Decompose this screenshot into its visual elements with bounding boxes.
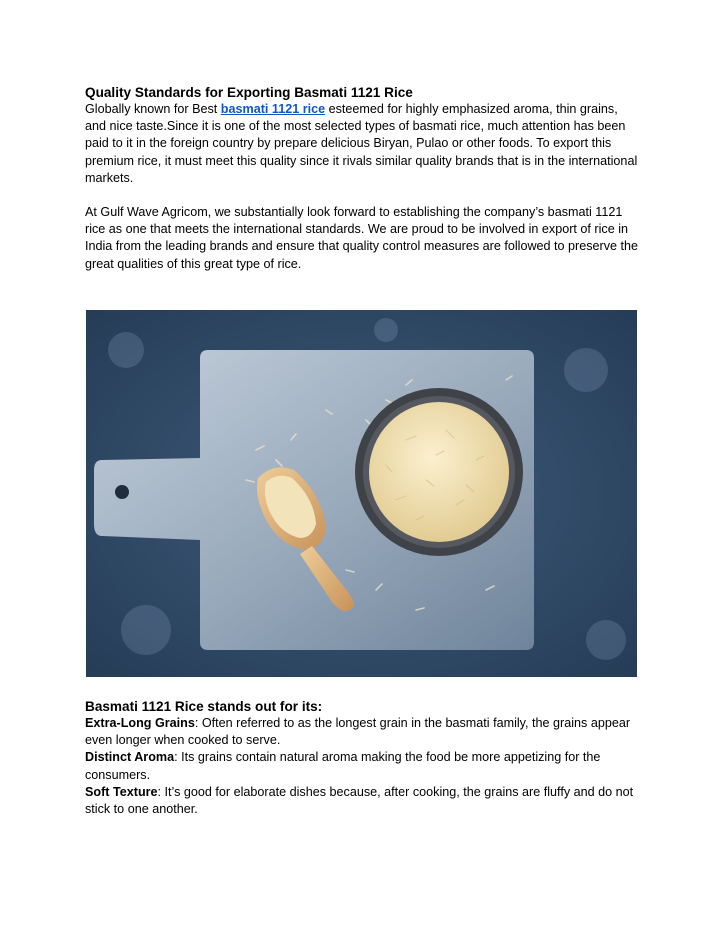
rice-bowl	[355, 388, 523, 556]
feature-text: : Often referred to as the longest grain in the basmati family, the grains appear even longer when cooked to serve.	[85, 716, 631, 748]
feature-item	[85, 715, 640, 749]
features-section	[85, 698, 640, 818]
feature-term: Distinct Aroma	[85, 750, 175, 765]
feature-term: Soft Texture	[85, 784, 158, 799]
rice-photo	[86, 310, 637, 677]
feature-term: Extra-Long Grains	[85, 716, 195, 730]
feature-text: : Its grains contain natural aroma making the food be more appetizing for the consumers.	[85, 750, 601, 782]
quality-standards-section	[85, 84, 640, 273]
intro-paragraph	[85, 101, 640, 187]
basmati-rice-link[interactable]: basmati 1121 rice	[220, 102, 326, 116]
feature-item	[85, 784, 640, 818]
feature-item	[85, 749, 640, 783]
features-heading: Basmati 1121 Rice stands out for its:	[85, 699, 323, 714]
intro-text-start: Globally known for Best	[85, 102, 221, 116]
feature-text: : It’s good for elaborate dishes because, after cooking, the grains are fluffy and do not stick to one another.	[85, 784, 634, 817]
section-heading: Quality Standards for Exporting Basmati 1121 Rice	[85, 85, 413, 100]
company-paragraph: At Gulf Wave Agricom, we substantially look forward to establishing the company’s basmati 1121 rice as one that meets the international standards. We are proud to be involved in export of rice in India from the leading brands and ensure that quality control measures are followed to preserve the great qualities of this great type of rice.	[85, 205, 639, 271]
board-handle-hole	[115, 485, 129, 499]
intro-text-end: esteemed for highly emphasized aroma, thin grains, and nice taste.Since it is one of the most selected types of basmati rice, much attention has been paid to it in the foreign country by prepare delicious Biryan, Pulao or other foods. To export this premium rice, it must meet this quality since it rivals similar quality brands that is in the international markets.	[85, 102, 638, 185]
